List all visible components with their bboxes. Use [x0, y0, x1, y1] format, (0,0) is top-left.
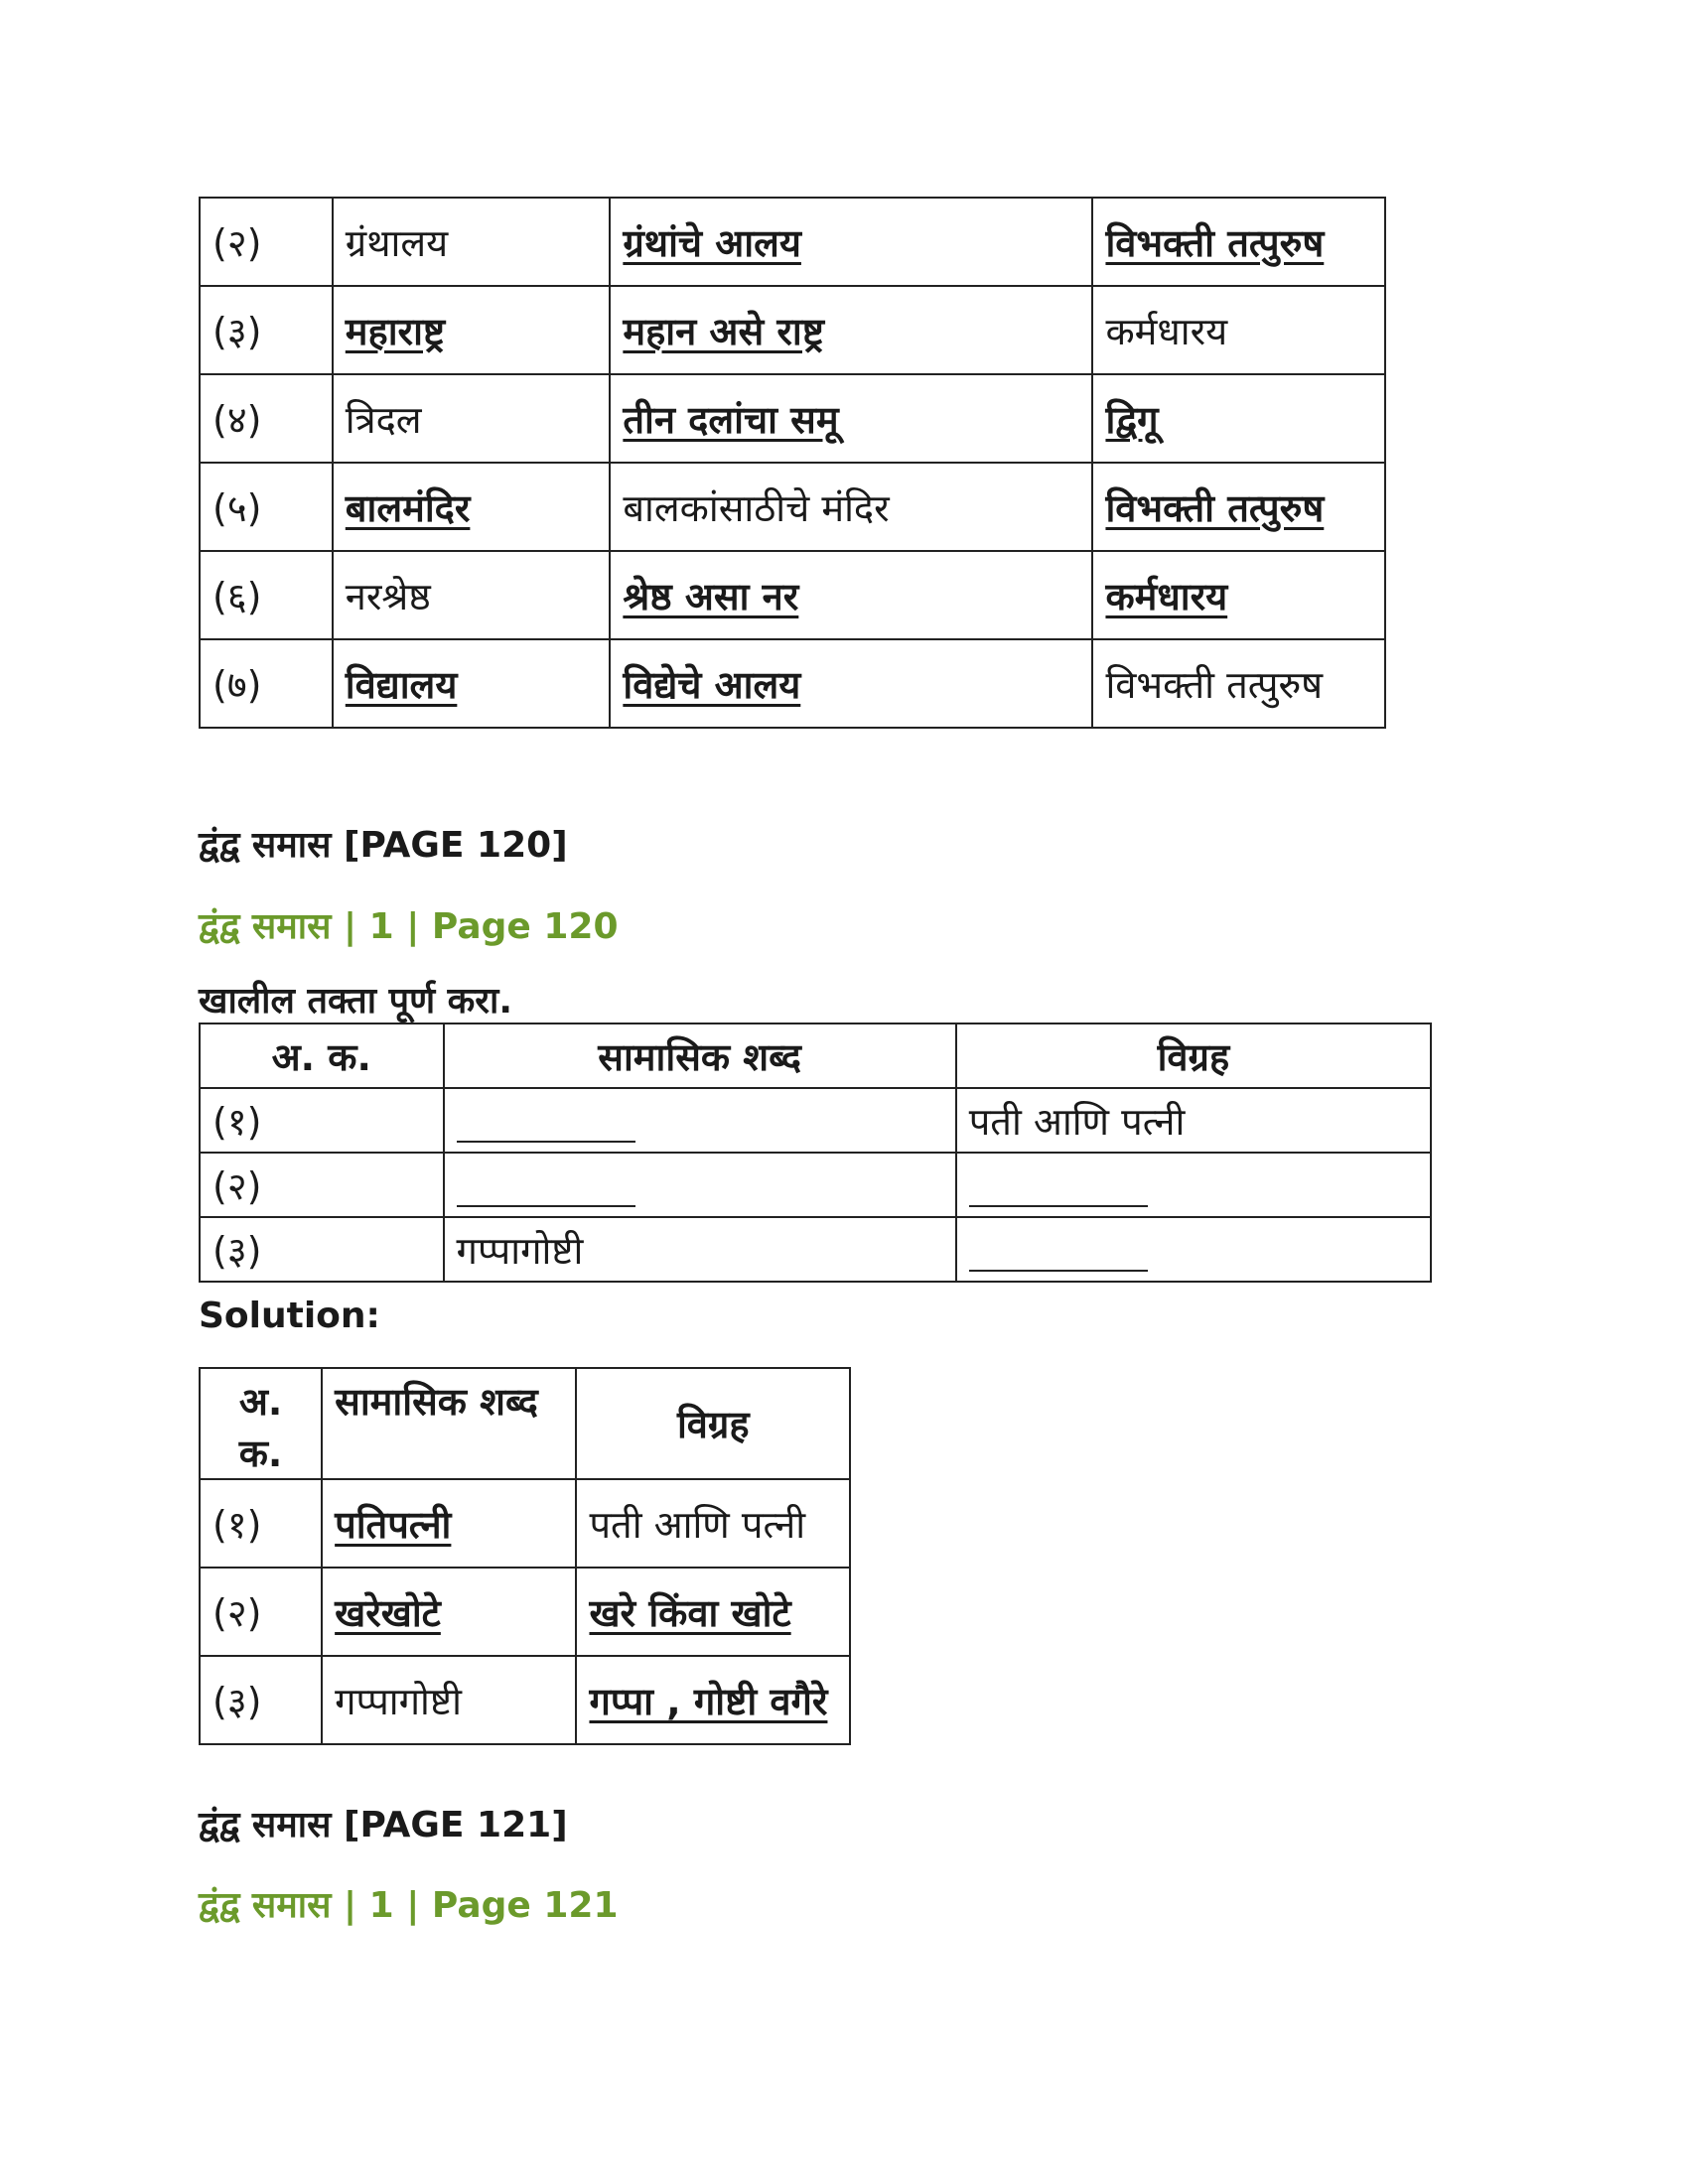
row-number: (३)	[200, 286, 333, 374]
blank-line	[969, 1171, 1148, 1207]
row-number: (३)	[200, 1217, 444, 1282]
samasik-word: महाराष्ट्र	[333, 286, 611, 374]
blank-answer	[956, 1217, 1431, 1282]
vigraha: बालकांसाठीचे मंदिर	[610, 463, 1092, 551]
vigraha: गप्पा , गोष्टी वगैरे	[576, 1656, 850, 1744]
header-number: अ. क.	[200, 1368, 322, 1479]
samasik-word: बालमंदिर	[333, 463, 611, 551]
blank-answer	[444, 1153, 956, 1217]
samasik-word: विद्यालय	[333, 639, 611, 728]
table-header-row	[200, 1024, 1431, 1088]
exercise-table	[199, 1023, 1432, 1283]
vigraha: महान असे राष्ट्र	[610, 286, 1092, 374]
table-row	[200, 1568, 850, 1656]
header-number: अ. क.	[200, 1024, 444, 1088]
samas-table-1	[199, 197, 1386, 729]
vigraha: विद्येचे आलय	[610, 639, 1092, 728]
blank-answer	[444, 1088, 956, 1153]
table-row	[200, 1153, 1431, 1217]
samas-type: विभक्ती तत्पुरुष	[1092, 463, 1385, 551]
table-row	[200, 1088, 1431, 1153]
row-number: (१)	[200, 1479, 322, 1568]
row-number: (२)	[200, 198, 333, 286]
samasik-word: पतिपत्नी	[322, 1479, 576, 1568]
table-row	[200, 1217, 1431, 1282]
table-row	[200, 1656, 850, 1744]
row-number: (२)	[200, 1153, 444, 1217]
samasik-word: त्रिदल	[333, 374, 611, 463]
vigraha: तीन दलांचा समू	[610, 374, 1092, 463]
table-row	[200, 639, 1385, 728]
section-title-page-120: द्वंद्व समास [PAGE 120]	[199, 825, 568, 866]
samas-type: कर्मधारय	[1092, 286, 1385, 374]
row-number: (४)	[200, 374, 333, 463]
header-samasik-word: सामासिक शब्द	[444, 1024, 956, 1088]
header-vigraha: विग्रह	[956, 1024, 1431, 1088]
section-title-page-121: द्वंद्व समास [PAGE 121]	[199, 1805, 568, 1845]
vigraha: पती आणि पत्नी	[956, 1088, 1431, 1153]
blank-line	[969, 1236, 1148, 1272]
blank-answer	[956, 1153, 1431, 1217]
samasik-word: गप्पागोष्टी	[444, 1217, 956, 1282]
solution-table	[199, 1367, 851, 1745]
vigraha: खरे किंवा खोटे	[576, 1568, 850, 1656]
samasik-word: गप्पागोष्टी	[322, 1656, 576, 1744]
table-row	[200, 374, 1385, 463]
samas-type: विभक्ती तत्पुरुष	[1092, 639, 1385, 728]
row-number: (३)	[200, 1656, 322, 1744]
blank-line	[457, 1107, 635, 1143]
samasik-word: ग्रंथालय	[333, 198, 611, 286]
table-row	[200, 551, 1385, 639]
samasik-word: खरेखोटे	[322, 1568, 576, 1656]
header-samasik-word: सामासिक शब्द	[322, 1368, 576, 1479]
solution-label: Solution:	[199, 1296, 380, 1336]
samas-type: कर्मधारय	[1092, 551, 1385, 639]
vigraha: पती आणि पत्नी	[576, 1479, 850, 1568]
row-number: (६)	[200, 551, 333, 639]
row-number: (२)	[200, 1568, 322, 1656]
section-link-page-121[interactable]: द्वंद्व समास | 1 | Page 121	[199, 1885, 619, 1926]
blank-line	[457, 1171, 635, 1207]
header-vigraha: विग्रह	[576, 1368, 850, 1479]
vigraha: ग्रंथांचे आलय	[610, 198, 1092, 286]
samas-type: द्विगू	[1092, 374, 1385, 463]
vigraha: श्रेष्ठ असा नर	[610, 551, 1092, 639]
instruction-text: खालील तक्ता पूर्ण करा.	[199, 981, 513, 1022]
table-row	[200, 198, 1385, 286]
row-number: (१)	[200, 1088, 444, 1153]
row-number: (५)	[200, 463, 333, 551]
samasik-word: नरश्रेष्ठ	[333, 551, 611, 639]
section-link-page-120[interactable]: द्वंद्व समास | 1 | Page 120	[199, 906, 619, 947]
row-number: (७)	[200, 639, 333, 728]
table-row	[200, 463, 1385, 551]
table-header-row	[200, 1368, 850, 1479]
table-row	[200, 286, 1385, 374]
samas-type: विभक्ती तत्पुरुष	[1092, 198, 1385, 286]
table-row	[200, 1479, 850, 1568]
